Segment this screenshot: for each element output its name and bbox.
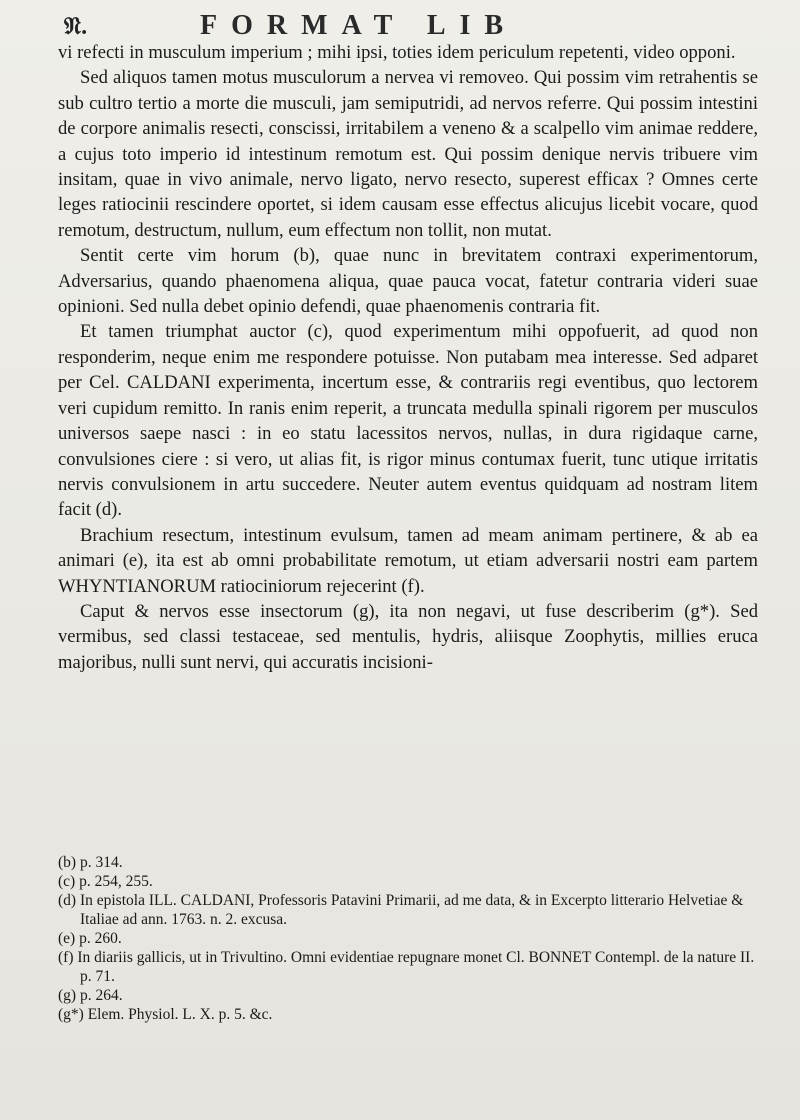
footnote: (b) p. 314. — [58, 854, 123, 871]
main-text — [58, 40, 758, 675]
paragraph: Sentit certe vim horum (b), quae nunc in brevitatem contraxi experimentorum, Adversarius, quando phaenomena aliqua, quae pauca vocat, fatetur contraria videri suae opinioni. Sed nulla debet opinio defendi, quae phaenomenis contraria fit. — [58, 245, 758, 318]
footnote: (g) p. 264. — [58, 987, 123, 1004]
footnote: (c) p. 254, 255. — [58, 873, 153, 890]
paragraph: Brachium resectum, intestinum evulsum, tamen ad meam animam pertinere, & ab ea animari (e), ita est ab omni probabilitate remotum, ut etiam adversarii nostri eam partem WHYNTIANORUM ratiociniorum rejecerint (f). — [58, 524, 758, 597]
footnotes — [58, 853, 758, 1024]
paragraph: vi refecti in musculum imperium ; mihi ipsi, toties idem periculum repetenti, video opponi. — [58, 42, 736, 63]
paragraph: Caput & nervos esse insectorum (g), ita non negavi, ut fuse describerim (g*). Sed vermibus, sed classi testaceae, sed mentulis, hydris, aliisque Zoophytis, millies eruca majoribus, nulli sunt nervi, qui accuratis incisioni- — [58, 600, 758, 673]
paragraph: Sed aliquos tamen motus musculorum a nervea vi removeo. Qui possim vim retrahentis se sub cultro tertio a morte die musculi, jam semiputridi, ad nervos referre. Qui possim intestini de corpore animalis resecti, conscissi, irritabilem a veneno & a scalpello vim animae reddere, a cujus toto imperio id intestinum remotum est. Qui possim denique nervis tribuere vim insitam, quae in vivo animale, nervo ligato, nervo resecto, superest efficax ? Omnes certe leges ratiocinii rescindere oportet, si idem causam esse effectus alicujus licebit vocare, quod remotum, destructum, nullum, eum effectum non tollit, non mutat. — [58, 67, 758, 241]
footnote: (g*) Elem. Physiol. L. X. p. 5. &c. — [58, 1006, 273, 1023]
footnote: (e) p. 260. — [58, 930, 122, 947]
header-title: FORMAT LIB — [200, 10, 518, 41]
signature-mark: 𝔑. — [64, 14, 88, 40]
running-header — [0, 6, 800, 42]
paragraph: Et tamen triumphat auctor (c), quod experimentum mihi oppofuerit, ad quod non responderim, neque enim me respondere potuisse. Non putabam mea interesse. Sed adparet per Cel. CALDANI experimenta, incertum esse, & contrariis regi eventibus, quo lectorem veri cupidum remitto. In ranis enim reperit, a truncata medulla spinali rigorem per musculos universos saepe nasci : in eo statu lacessitos nervos, nullas, in dura rigidaque carne, convulsiones ciere : si vero, ut alias fit, is rigor minus contumax fuerit, tunc utique irritatis nervis convulsionem in artu succedere. Neuter autem eventus quidquam ad nostram litem facit (d). — [58, 321, 758, 521]
footnote: (d) In epistola ILL. CALDANI, Professoris Patavini Primarii, ad me data, & in Excerpto litterario Helvetiae & Italiae ad ann. 1763. n. 2. excusa. — [58, 892, 744, 928]
footnote: (f) In diariis gallicis, ut in Trivultino. Omni evidentiae repugnare monet Cl. BONNET Contempl. de la nature II. p. 71. — [58, 949, 755, 985]
